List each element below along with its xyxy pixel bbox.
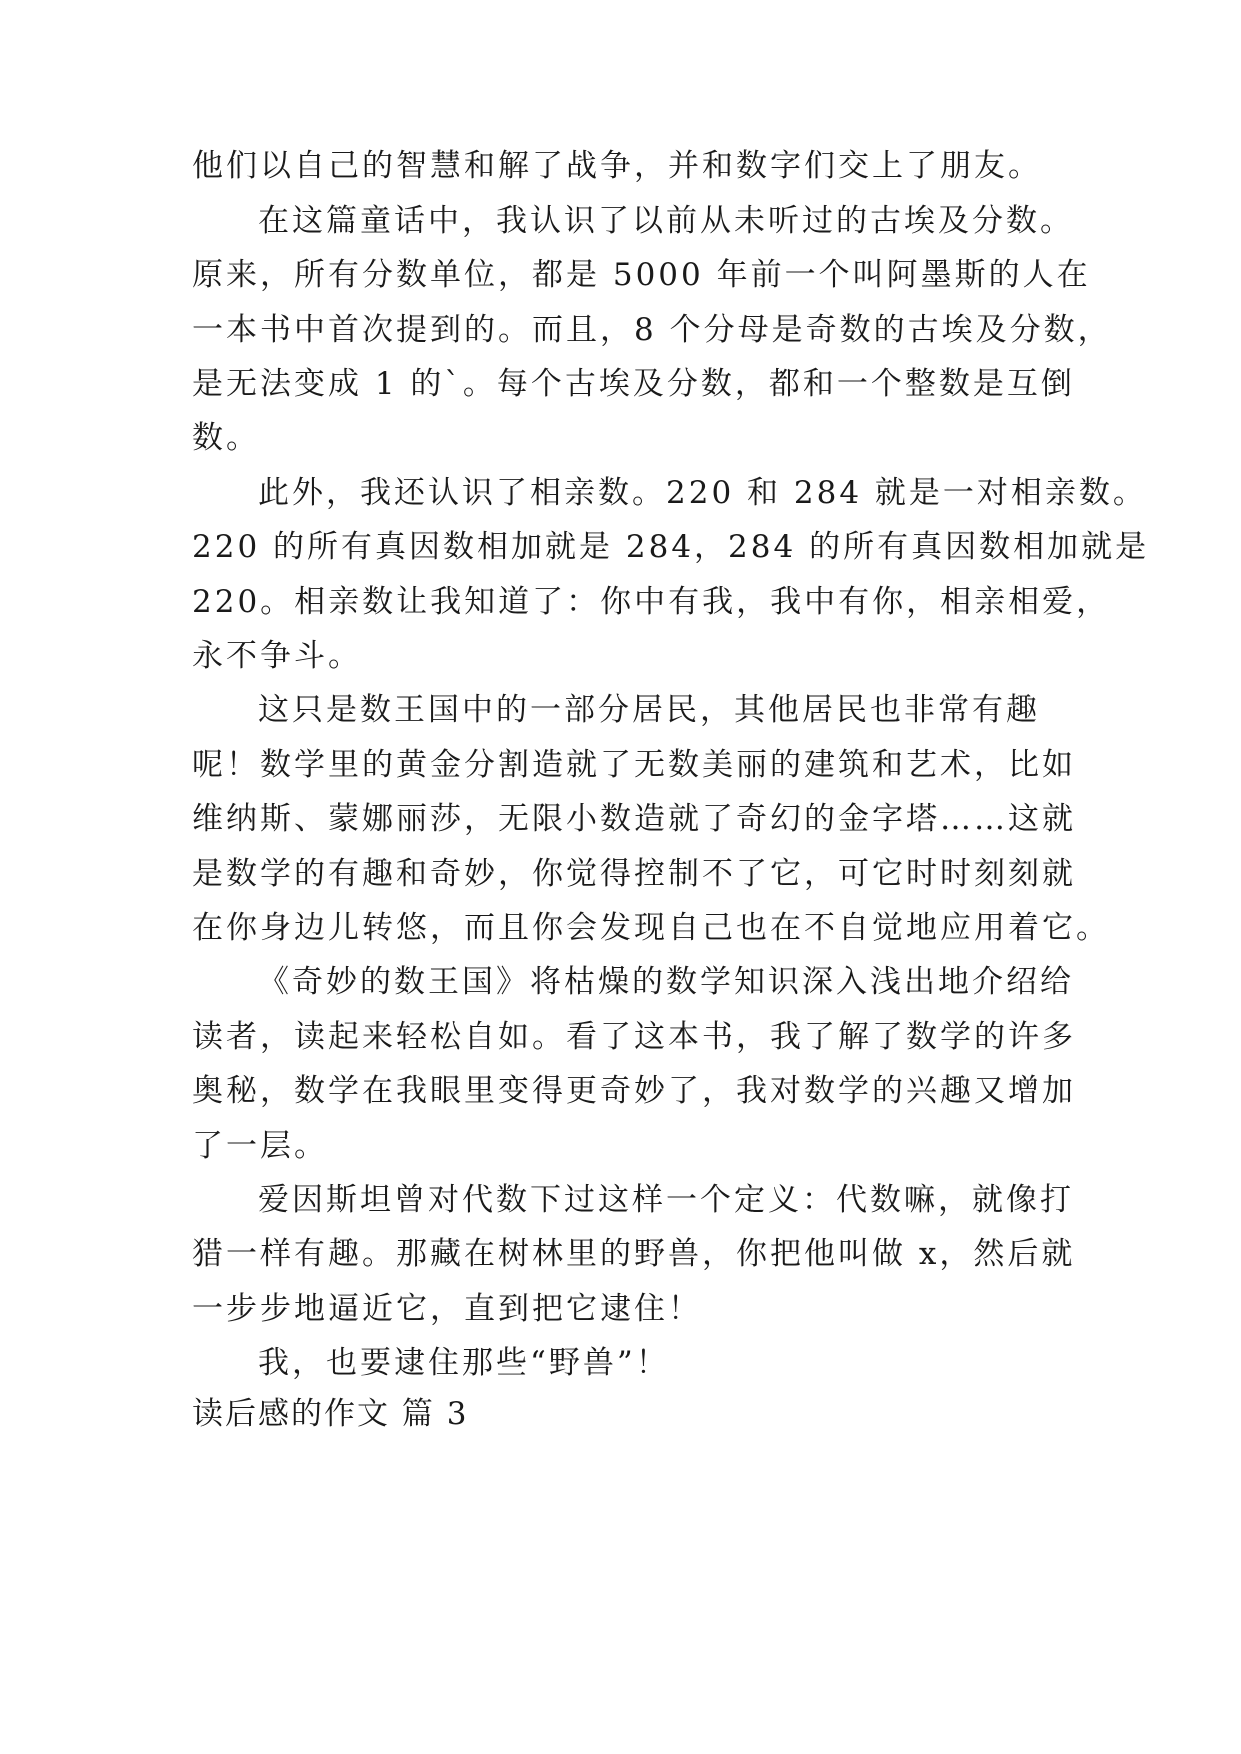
paragraph-line: 呢！数学里的黄金分割造就了无数美丽的建筑和艺术，比如 bbox=[192, 747, 1076, 783]
paragraph-line: 是无法变成 1 的`。每个古埃及分数，都和一个整数是互倒 bbox=[192, 366, 1075, 402]
paragraph-line: 他们以自己的智慧和解了战争，并和数字们交上了朋友。 bbox=[192, 148, 1042, 184]
paragraph-line: 在这篇童话中，我认识了以前从未听过的古埃及分数。 bbox=[258, 203, 1074, 239]
paragraph-line: 我，也要逮住那些“野兽”！ bbox=[258, 1345, 670, 1381]
paragraph-line: 此外，我还认识了相亲数。220 和 284 就是一对相亲数。 bbox=[258, 475, 1147, 511]
paragraph-line: 这只是数王国中的一部分居民，其他居民也非常有趣 bbox=[258, 692, 1040, 728]
paragraph-line: 《奇妙的数王国》将枯燥的数学知识深入浅出地介绍给 bbox=[258, 964, 1074, 1000]
paragraph-line: 原来，所有分数单位，都是 5000 年前一个叫阿墨斯的人在 bbox=[192, 257, 1091, 293]
paragraph-line: 奥秘，数学在我眼里变得更奇妙了，我对数学的兴趣又增加 bbox=[192, 1073, 1076, 1109]
paragraph-line: 220 的所有真因数相加就是 284，284 的所有真因数相加就是 bbox=[192, 529, 1150, 565]
paragraph-line: 在你身边儿转悠，而且你会发现自己也在不自觉地应用着它。 bbox=[192, 910, 1110, 946]
paragraph-line: 一本书中首次提到的。而且，8 个分母是奇数的古埃及分数， bbox=[192, 312, 1112, 348]
paragraph-line: 维纳斯、蒙娜丽莎，无限小数造就了奇幻的金字塔……这就 bbox=[192, 801, 1076, 837]
paragraph-line: 数。 bbox=[192, 420, 260, 456]
section-heading: 读后感的作文 篇 3 bbox=[192, 1396, 469, 1432]
paragraph-line: 猎一样有趣。那藏在树林里的野兽，你把他叫做 x，然后就 bbox=[192, 1236, 1076, 1272]
paragraph-line: 一步步地逼近它，直到把它逮住！ bbox=[192, 1291, 702, 1327]
paragraph-line: 读者，读起来轻松自如。看了这本书，我了解了数学的许多 bbox=[192, 1019, 1076, 1055]
paragraph-line: 爱因斯坦曾对代数下过这样一个定义：代数嘛，就像打 bbox=[258, 1182, 1074, 1218]
paragraph-line: 是数学的有趣和奇妙，你觉得控制不了它，可它时时刻刻就 bbox=[192, 856, 1076, 892]
paragraph-line: 220。相亲数让我知道了：你中有我，我中有你，相亲相爱， bbox=[192, 584, 1111, 620]
paragraph-line: 永不争斗。 bbox=[192, 638, 362, 674]
paragraph-line: 了一层。 bbox=[192, 1128, 328, 1164]
